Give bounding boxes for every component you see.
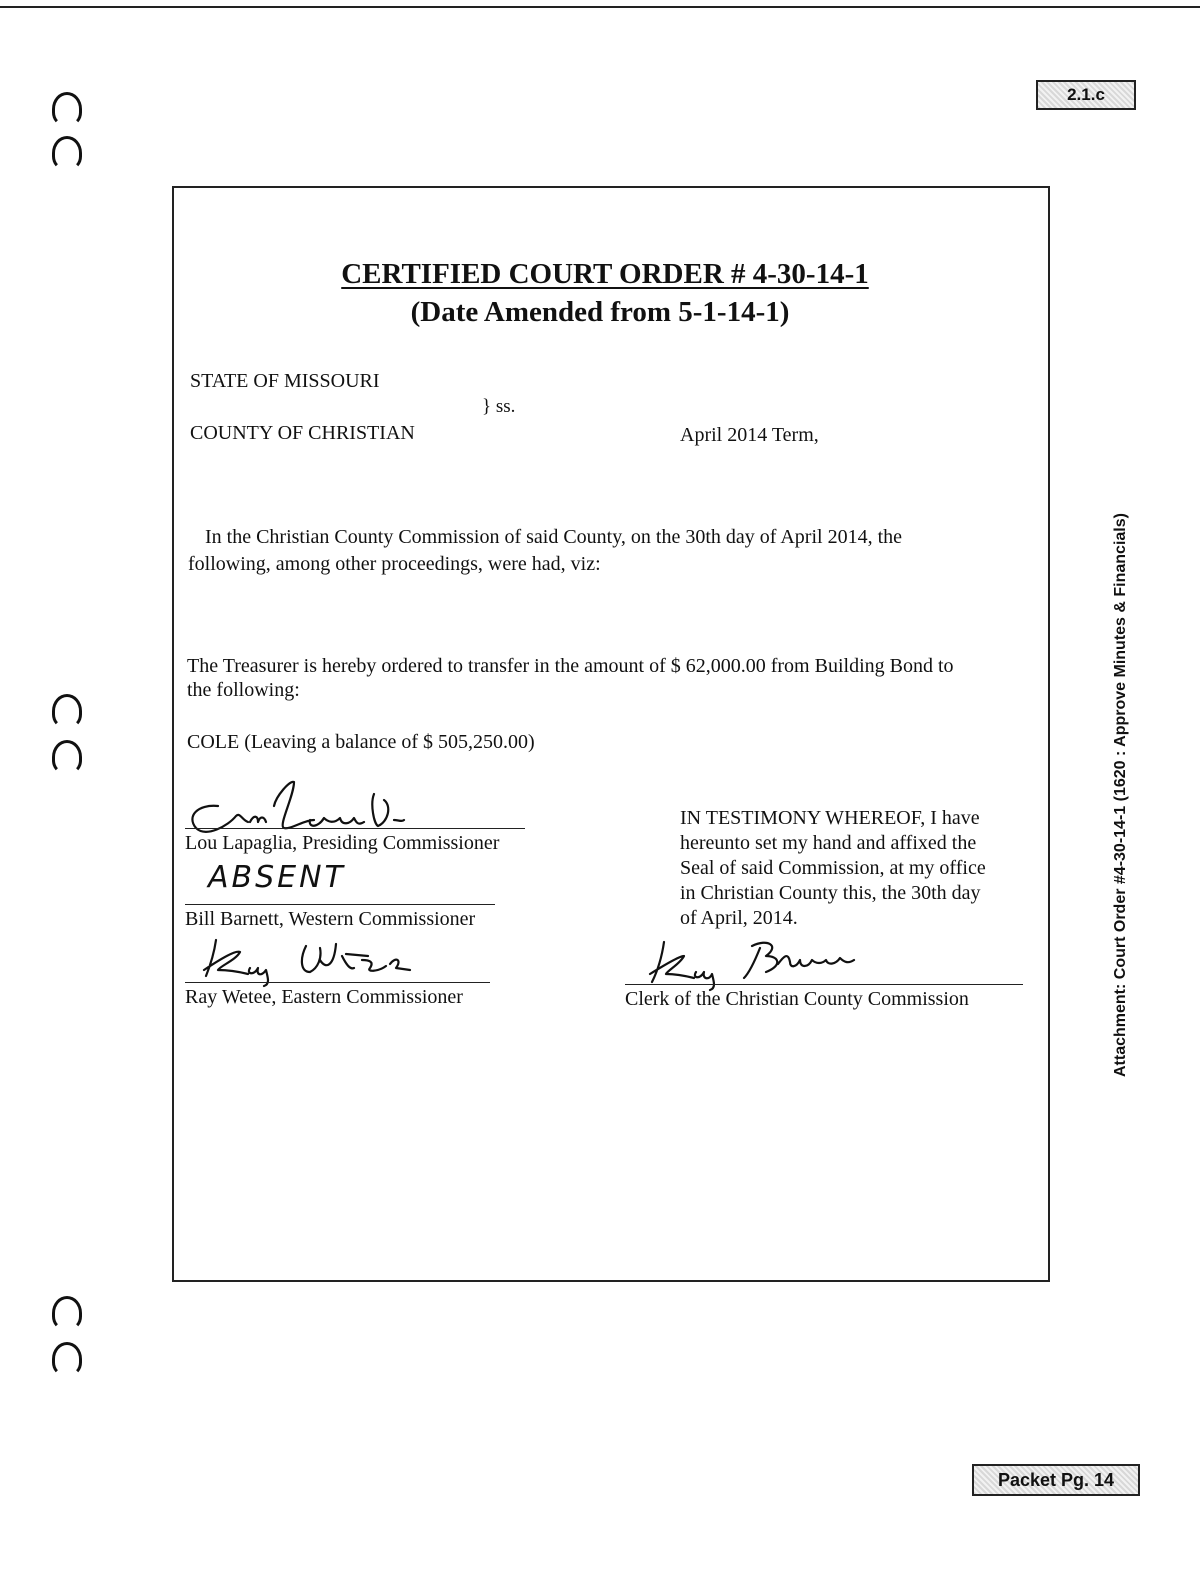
document-subtitle: (Date Amended from 5-1-14-1) — [410, 296, 790, 328]
presiding-commissioner-label: Lou Lapaglia, Presiding Commissioner — [185, 832, 500, 854]
clerk-signature-line — [625, 984, 1023, 985]
top-border-rule — [0, 6, 1200, 8]
binder-hole-icon — [52, 694, 82, 728]
packet-page-stamp: Packet Pg. 14 — [972, 1464, 1140, 1496]
eastern-signature-line — [185, 982, 490, 983]
venue-ss: } ss. — [482, 396, 516, 417]
eastern-signature — [196, 930, 426, 990]
western-signature-line — [185, 904, 495, 905]
order-paragraph-line: the following: — [187, 679, 300, 701]
document-title: CERTIFIED COURT ORDER # 4-30-14-1 — [341, 258, 869, 290]
testimony-line: IN TESTIMONY WHEREOF, I have — [680, 807, 980, 829]
venue-state: STATE OF MISSOURI — [190, 370, 380, 392]
order-paragraph-line: The Treasurer is hereby ordered to transfer in the amount of $ 62,000.00 from Building Bond to — [187, 655, 954, 677]
testimony-line: Seal of said Commission, at my office — [680, 857, 986, 879]
cole-balance-line: COLE (Leaving a balance of $ 505,250.00) — [187, 731, 535, 753]
attachment-side-note: Attachment: Court Order #4-30-14-1 (1620 : Approve Minutes & Financials) — [1112, 513, 1129, 1077]
clerk-label: Clerk of the Christian County Commission — [625, 988, 969, 1010]
binder-hole-icon — [52, 92, 82, 126]
eastern-commissioner-label: Ray Wetee, Eastern Commissioner — [185, 986, 463, 1008]
presiding-signature-line — [185, 828, 525, 829]
testimony-line: in Christian County this, the 30th day — [680, 882, 981, 904]
binder-hole-icon — [52, 740, 82, 774]
testimony-line: hereunto set my hand and affixed the — [680, 832, 977, 854]
absent-handwritten-note: ABSENT — [208, 860, 346, 895]
item-tag-stamp: 2.1.c — [1036, 80, 1136, 110]
venue-county: COUNTY OF CHRISTIAN — [190, 422, 415, 444]
binder-hole-icon — [52, 136, 82, 170]
testimony-block — [680, 806, 1040, 931]
intro-paragraph-line: In the Christian County Commission of said County, on the 30th day of April 2014, the — [205, 526, 903, 548]
binder-hole-icon — [52, 1296, 82, 1330]
binder-hole-icon — [52, 1342, 82, 1376]
venue-term: April 2014 Term, — [680, 424, 819, 446]
testimony-line: of April, 2014. — [680, 907, 798, 929]
intro-paragraph-line: following, among other proceedings, were had, viz: — [188, 553, 601, 575]
western-commissioner-label: Bill Barnett, Western Commissioner — [185, 908, 476, 930]
clerk-signature — [640, 934, 880, 990]
